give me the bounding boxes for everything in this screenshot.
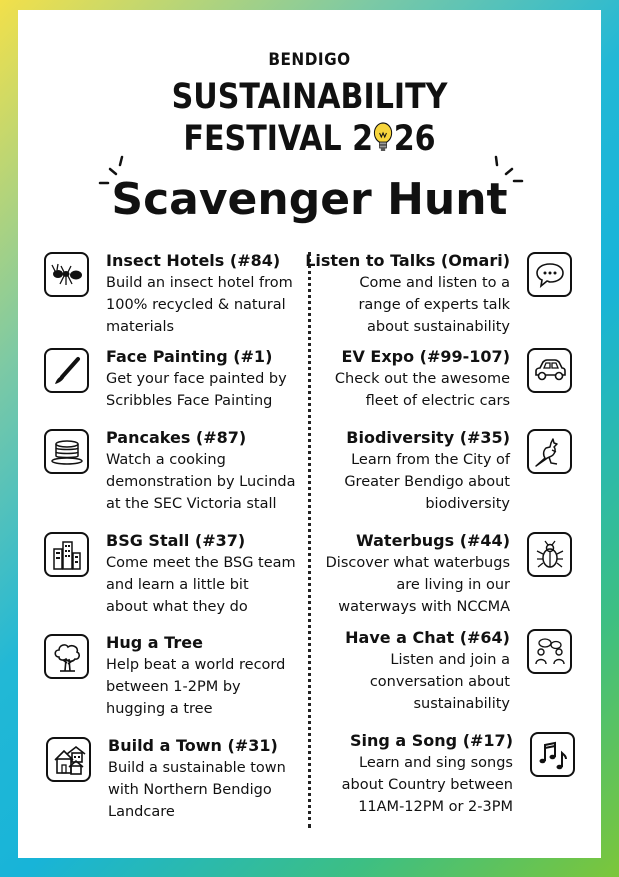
kangaroo-icon xyxy=(527,429,572,474)
item-description: Help beat a world record between 1-2PM by hugging a tree xyxy=(106,657,286,717)
item-description: Learn and sing songs about Country between 11AM-12PM or 2-3PM xyxy=(341,755,513,815)
item-description: Come meet the BSG team and learn a little bit about what they do xyxy=(106,555,296,615)
ant-icon xyxy=(44,252,89,297)
item-description: Build a sustainable town with Northern Bendigo Landcare xyxy=(108,760,286,820)
festival-line2-suffix: 26 xyxy=(393,119,436,159)
item-title: Face Painting (#1) xyxy=(106,347,273,366)
paintbrush-icon xyxy=(44,348,89,393)
item-title: EV Expo (#99-107) xyxy=(341,347,510,366)
item-title: Biodiversity (#35) xyxy=(346,428,510,447)
item-description: Check out the awesome fleet of electric cars xyxy=(334,371,510,409)
item-description: Build an insect hotel from 100% recycled & natural materials xyxy=(106,275,293,335)
item-description: Listen and join a conversation about sustainability xyxy=(369,652,510,712)
lightbulb-icon xyxy=(373,119,394,155)
pancakes-icon xyxy=(44,429,89,474)
festival-title xyxy=(59,76,560,160)
item-title: Build a Town (#31) xyxy=(108,736,278,755)
item-title: Listen to Talks (Omari) xyxy=(305,251,510,270)
item-title: Insect Hotels (#84) xyxy=(106,251,281,270)
scavenger-hunt-card xyxy=(18,10,601,858)
festival-line2-prefix: FESTIVAL 2 xyxy=(183,119,374,159)
item-title: Waterbugs (#44) xyxy=(356,531,510,550)
item-title: BSG Stall (#37) xyxy=(106,531,246,550)
item-title: Have a Chat (#64) xyxy=(345,628,510,647)
item-description: Watch a cooking demonstration by Lucinda at the SEC Victoria stall xyxy=(106,452,296,512)
car-icon xyxy=(527,348,572,393)
houses-icon xyxy=(46,737,91,782)
item-description: Discover what waterbugs are living in our waterways with NCCMA xyxy=(325,555,510,615)
item-title: Pancakes (#87) xyxy=(106,428,247,447)
brand-name: BENDIGO xyxy=(268,50,351,70)
page-title: Scavenger Hunt xyxy=(111,174,508,225)
music-notes-icon xyxy=(530,732,575,777)
tree-icon xyxy=(44,634,89,679)
bug-icon xyxy=(527,532,572,577)
people-chat-icon xyxy=(527,629,572,674)
item-title: Sing a Song (#17) xyxy=(349,731,513,750)
festival-line1: SUSTAINABILITY xyxy=(171,77,448,117)
city-buildings-icon xyxy=(44,532,89,577)
item-description: Learn from the City of Greater Bendigo about biodiversity xyxy=(344,452,510,512)
item-description: Get your face painted by Scribbles Face Painting xyxy=(106,371,287,409)
item-description: Come and listen to a range of experts talk about sustainability xyxy=(358,275,510,335)
item-title: Hug a Tree xyxy=(106,633,203,652)
speech-bubble-icon xyxy=(527,252,572,297)
